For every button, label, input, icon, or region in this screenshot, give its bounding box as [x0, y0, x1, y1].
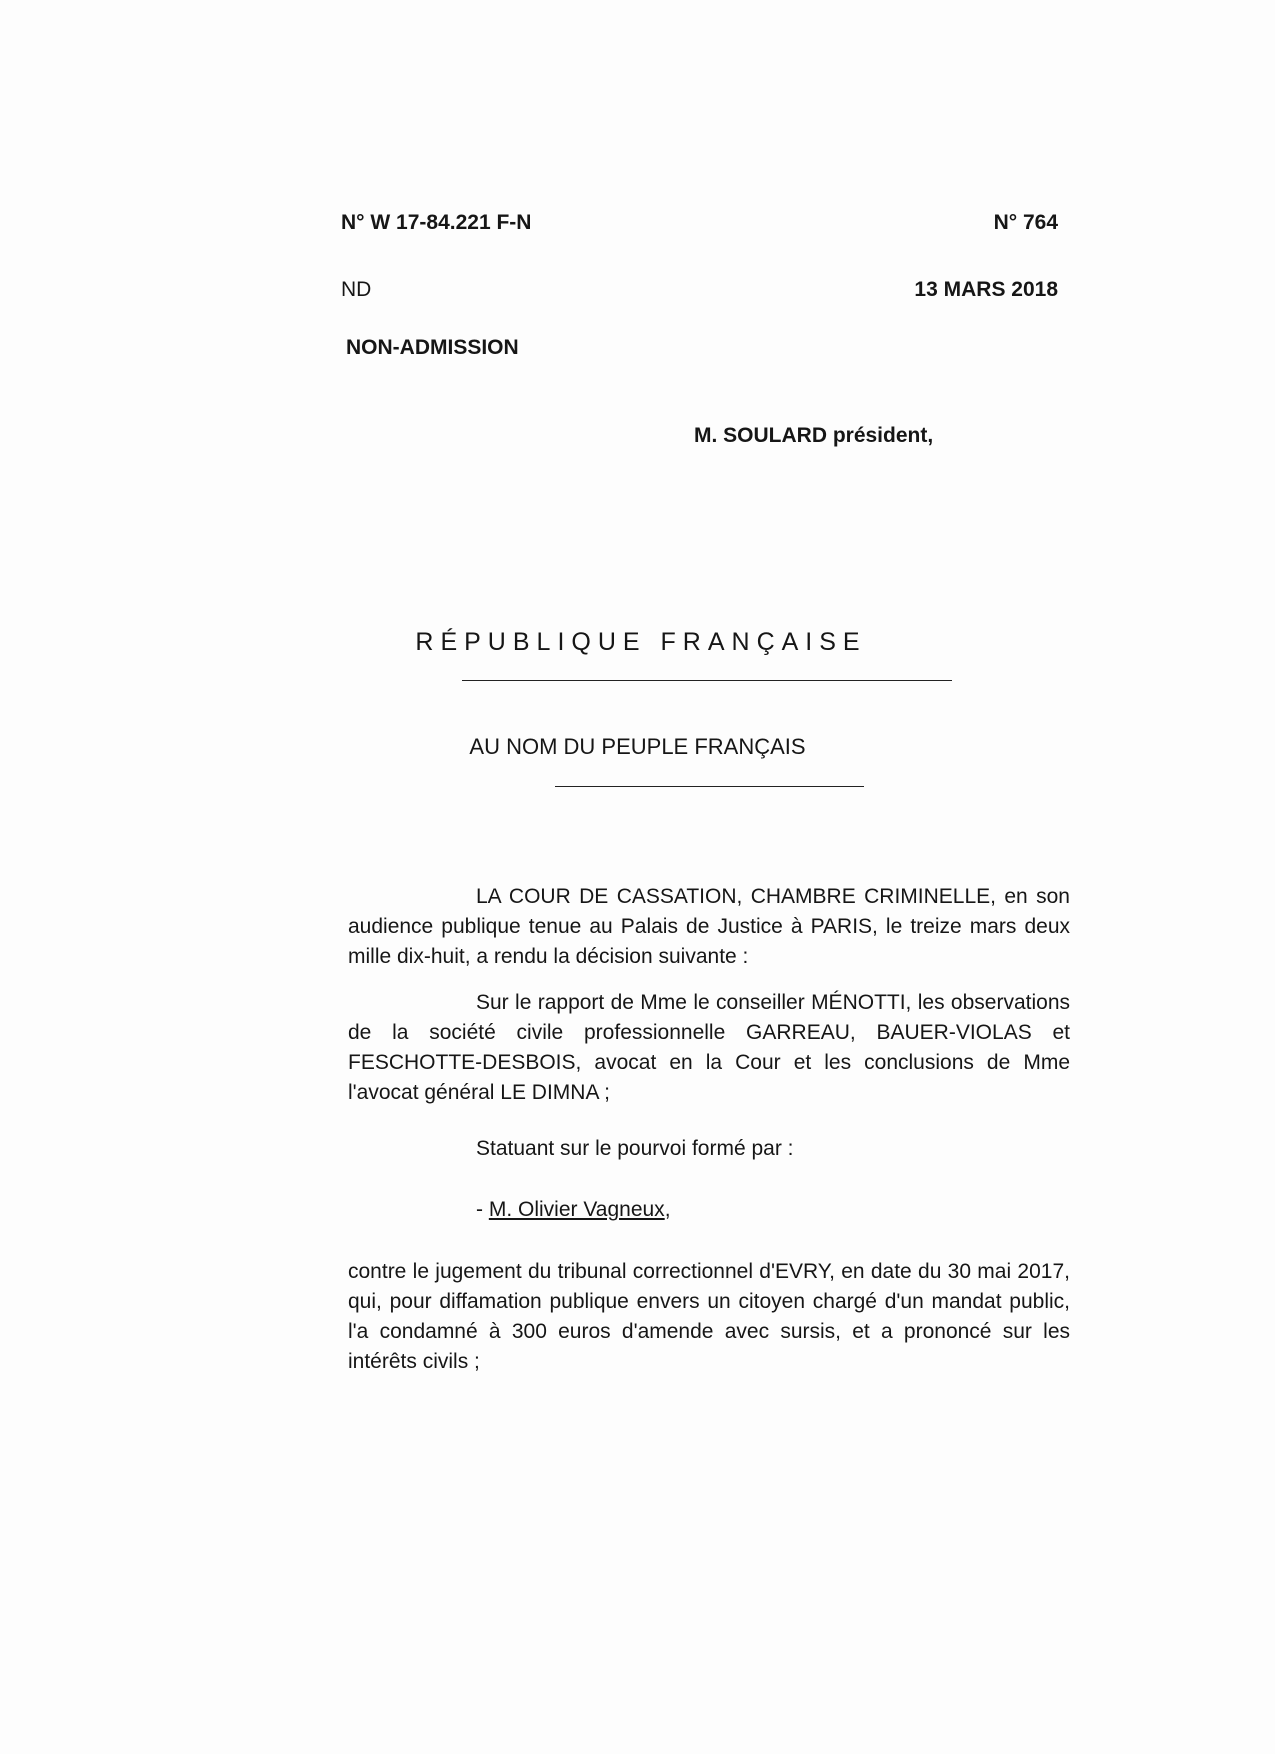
- statuant-line: Statuant sur le pourvoi formé par :: [476, 1137, 794, 1160]
- people-line: AU NOM DU PEUPLE FRANÇAIS: [469, 734, 806, 759]
- nd-code: ND: [341, 278, 372, 301]
- contre-paragraph: contre le jugement du tribunal correctionnel d'EVRY, en date du 30 mai 2017, qui, pour diffamation publique envers un citoyen chargé d'un mandat public, l'a condamné à 300 euros d'amende avec sursis, et a prononcé sur les intérêts civils ;: [348, 1260, 1070, 1373]
- demandeur-line: [476, 1198, 671, 1222]
- case-number: N° W 17-84.221 F-N: [341, 211, 532, 234]
- demandeur-dash: -: [476, 1198, 489, 1221]
- republic-title: RÉPUBLIQUE FRANÇAISE: [415, 628, 867, 656]
- court-paragraph-text: LA COUR DE CASSATION, CHAMBRE CRIMINELLE, en son audience publique tenue au Palais de Justice à PARIS, le treize mars deux mille dix-huit, a rendu la décision suivante :: [348, 885, 1070, 968]
- demandeur-name: M. Olivier Vagneux: [488, 1198, 665, 1221]
- decision-date: 13 MARS 2018: [914, 278, 1058, 301]
- demandeur-comma: ,: [664, 1198, 671, 1221]
- decision-type: NON-ADMISSION: [346, 336, 519, 359]
- president-line: M. SOULARD président,: [694, 424, 934, 447]
- people-divider: [555, 786, 864, 787]
- rapport-paragraph-text: Sur le rapport de Mme le conseiller MÉNOTTI, les observations de la société civile professionnelle GARREAU, BAUER-VIOLAS et FESCHOTTE-DESBOIS, avocat en la Cour et les conclusions de Mme l'avocat général LE DIMNA ;: [348, 991, 1070, 1104]
- decision-number: N° 764: [993, 211, 1058, 234]
- rapport-paragraph: [348, 988, 1070, 1108]
- court-paragraph: [348, 882, 1070, 972]
- title-divider: [462, 680, 952, 681]
